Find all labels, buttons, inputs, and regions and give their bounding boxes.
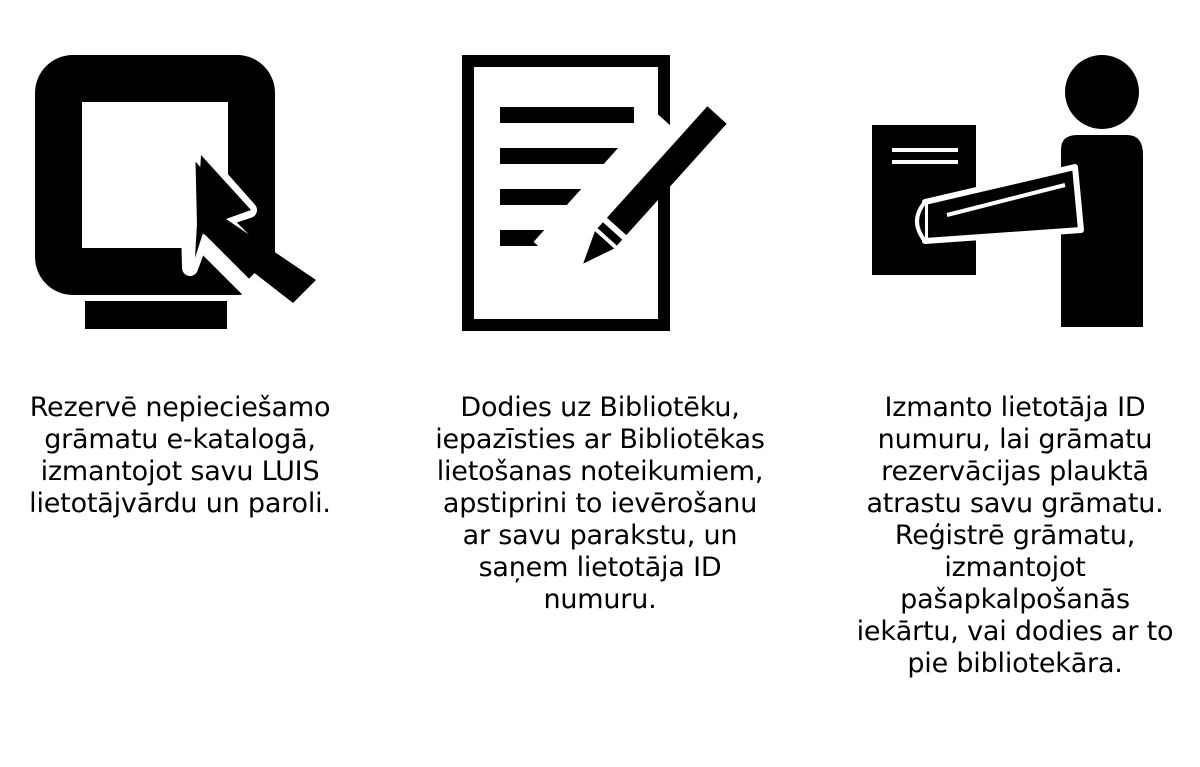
step-1-caption: [0, 392, 360, 520]
caption-line: ar savu parakstu, un: [462, 520, 738, 551]
caption-line: iekārtu, vai dodies ar to: [856, 616, 1174, 647]
step-3-caption: [830, 392, 1200, 680]
document-signature-icon: [462, 55, 737, 335]
caption-line: lietošanas noteikumiem,: [436, 456, 764, 487]
caption-line: pie bibliotekāra.: [907, 648, 1123, 679]
caption-line: rezervācijas plauktā: [881, 456, 1149, 487]
step-2-caption: [405, 392, 795, 616]
caption-line: Izmanto lietotāja ID: [884, 392, 1146, 423]
caption-line: Dodies uz Bibliotēku,: [460, 392, 740, 423]
caption-line: numuru.: [543, 584, 657, 615]
computer-cursor-icon: [35, 55, 325, 335]
caption-line: lietotājvārdu un paroli.: [29, 488, 331, 519]
caption-line: apstiprini to ievērošanu: [442, 488, 758, 519]
step-2: [405, 0, 795, 767]
caption-line: iepazīsties ar Bibliotēkas: [435, 424, 765, 455]
caption-line: atrastu savu grāmatu.: [866, 488, 1164, 519]
caption-line: numuru, lai grāmatu: [877, 424, 1153, 455]
step-3: [830, 0, 1200, 767]
caption-line: izmantojot: [944, 552, 1086, 583]
step-1: [0, 0, 360, 767]
caption-line: pašapkalpošanās: [900, 584, 1130, 615]
caption-line: grāmatu e-katalogā,: [44, 424, 316, 455]
caption-line: izmantojot savu LUIS: [40, 456, 320, 487]
person-holding-book-icon: [865, 55, 1155, 335]
caption-line: Rezervē nepieciešamo: [29, 392, 331, 423]
caption-line: Reģistrē grāmatu,: [894, 520, 1136, 551]
caption-line: saņem lietotāja ID: [478, 552, 722, 583]
